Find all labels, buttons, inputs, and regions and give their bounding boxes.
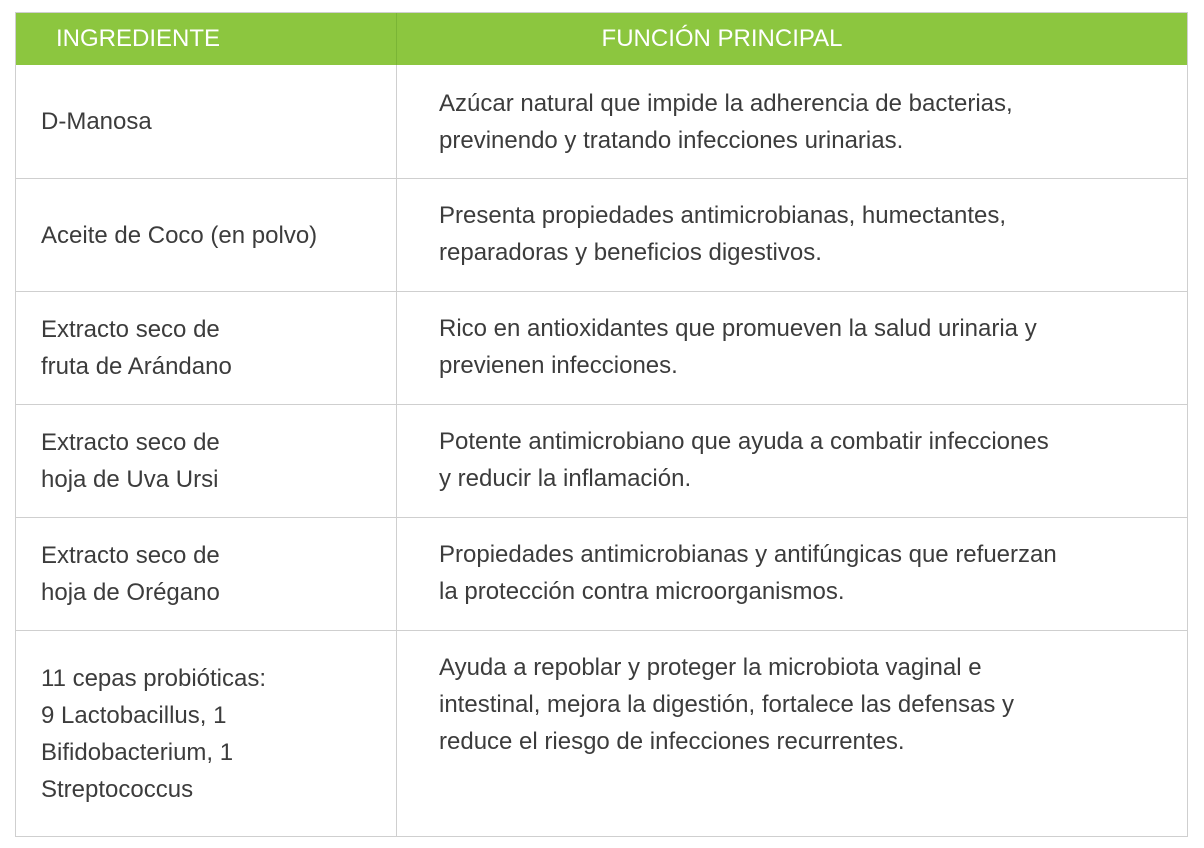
function-text: Rico en antioxidantes que promueven la salud urinaria y previenen infecciones. [439, 315, 1037, 379]
ingredient-text: Extracto seco de hoja de Orégano [41, 542, 220, 606]
function-cell [396, 405, 1187, 517]
table-row [16, 517, 1187, 630]
table-row [16, 630, 1187, 837]
table-row [16, 65, 1187, 178]
ingredient-cell [16, 405, 396, 517]
ingredient-text: Extracto seco de fruta de Arándano [41, 316, 232, 380]
ingredient-text: D-Manosa [41, 108, 152, 135]
function-text: Presenta propiedades antimicrobianas, humectantes, reparadoras y beneficios digestivos. [439, 202, 1006, 266]
header-function: FUNCIÓN PRINCIPAL [601, 25, 843, 52]
header-ingredient: INGREDIENTE [56, 25, 221, 52]
ingredient-cell [16, 631, 396, 837]
table-row [16, 178, 1187, 291]
function-cell [396, 518, 1187, 630]
ingredient-cell [16, 179, 396, 291]
function-cell [396, 179, 1187, 291]
table-header [16, 13, 1187, 65]
function-text: Azúcar natural que impide la adherencia de bacterias, previnendo y tratando infecciones urinarias. [439, 90, 1013, 154]
function-text: Propiedades antimicrobianas y antifúngicas que refuerzan la protección contra microorganismos. [439, 541, 1057, 605]
ingredient-text: Aceite de Coco (en polvo) [41, 221, 318, 249]
ingredient-cell [16, 518, 396, 630]
function-cell [396, 65, 1187, 178]
ingredient-cell [16, 65, 396, 178]
function-cell [396, 631, 1187, 837]
ingredient-cell [16, 292, 396, 404]
function-text: Ayuda a repoblar y proteger la microbiota vaginal e intestinal, mejora la digestión, fortalece las defensas y reduce el riesgo de infecciones recurrentes. [439, 654, 1014, 755]
table-row [16, 291, 1187, 404]
table-row [16, 404, 1187, 517]
ingredient-text: Extracto seco de hoja de Uva Ursi [41, 429, 220, 493]
function-cell [396, 292, 1187, 404]
function-text: Potente antimicrobiano que ayuda a combatir infecciones y reducir la inflamación. [439, 428, 1049, 492]
ingredient-text: 11 cepas probióticas: 9 Lactobacillus, 1 Bifidobacterium, 1 Streptococcus [41, 665, 267, 803]
ingredients-table [15, 12, 1188, 837]
